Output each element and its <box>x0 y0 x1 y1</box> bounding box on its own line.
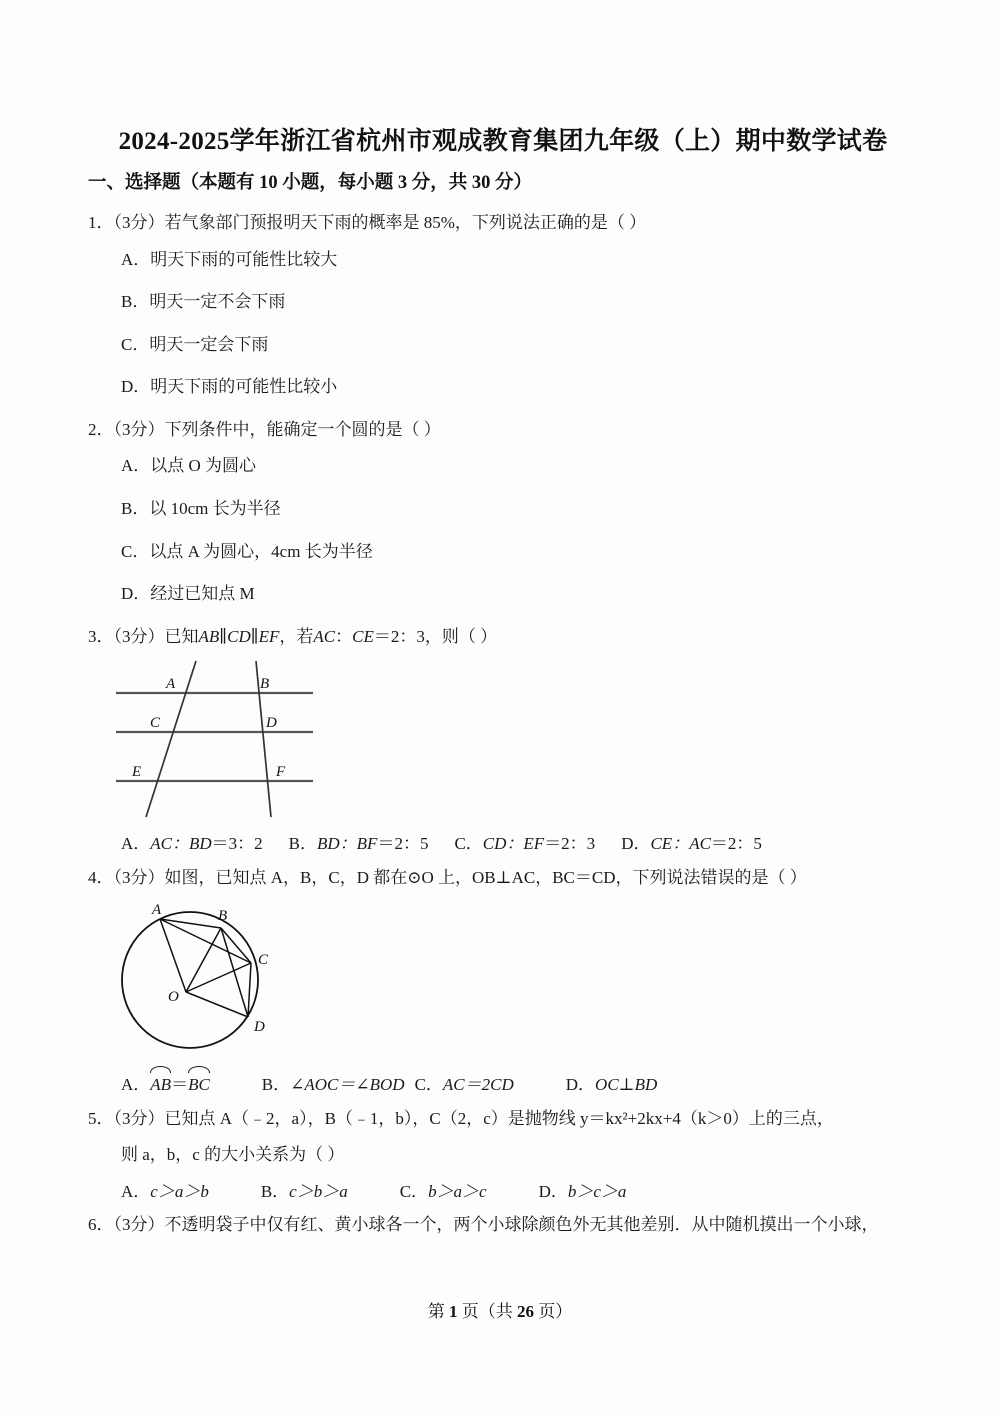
question-3-figure <box>88 659 918 824</box>
question-2-option-b[interactable]: B．以 10cm 长为半径 <box>121 499 281 519</box>
footer-page-number: 1 <box>449 1302 458 1321</box>
question-3 <box>88 623 918 858</box>
question-4 <box>88 864 918 1099</box>
question-5-option-c[interactable]: C．b＞a＞c <box>399 1181 487 1201</box>
question-3-math-cd: CD <box>227 626 251 646</box>
question-3-ratio-colon: ： <box>335 626 353 646</box>
page-title: 2024-2025学年浙江省杭州市观成教育集团九年级（上）期中数学试卷 <box>118 128 888 155</box>
question-4-figure <box>88 900 918 1065</box>
question-3-math-ac: AC <box>313 626 336 646</box>
page-footer <box>0 1297 1000 1322</box>
question-2-option-a[interactable]: A．以点 O 为圆心 <box>121 456 257 476</box>
question-5-option-b[interactable]: B．c＞b＞a <box>260 1181 348 1201</box>
question-5-option-a[interactable]: A．c＞a＞b <box>121 1181 209 1201</box>
question-3-parallel-1: ∥ <box>219 626 228 646</box>
question-1-option-d[interactable]: D．明天下雨的可能性比较小 <box>121 377 338 397</box>
question-3-option-c[interactable]: C．CD：EF＝2：3 <box>454 834 596 854</box>
label-a: A <box>166 676 176 693</box>
question-4-stem: 4．（3分）如图，已知点 A，B，C，D 都在⊙O 上，OB⊥AC，BC＝CD，下列说法错误的是（ ） <box>88 867 807 887</box>
question-3-parallel-2: ∥ <box>250 626 259 646</box>
arc-bc: BC <box>188 1071 210 1099</box>
footer-total-pages: 26 <box>517 1302 534 1321</box>
question-5-stem: 5．（3分）已知点 A（﹣2，a），B（﹣1，b），C（2，c）是抛物线 y＝kx²+2kx+4（k＞0）上的三点， <box>88 1108 834 1128</box>
question-5-option-d[interactable]: D．b＞c＞a <box>538 1181 627 1201</box>
question-3-math-ce: CE <box>352 626 374 646</box>
label-d: D <box>254 1019 265 1036</box>
arc-ab: AB <box>150 1071 171 1099</box>
three-parallel-lines-diagram <box>108 659 358 819</box>
question-5 <box>88 1105 918 1206</box>
label-b: B <box>260 676 270 693</box>
question-1 <box>88 209 918 401</box>
footer-prefix: 第 <box>427 1302 445 1321</box>
question-2-option-d[interactable]: D．经过已知点 M <box>121 584 255 604</box>
question-3-stem-pre: 3．（3分）已知 <box>88 626 199 646</box>
question-6-stem: 6．（3分）不透明袋子中仅有红、黄小球各一个，两个小球除颜色外无其他差别．从中随机摸出一个小球， <box>88 1215 879 1235</box>
question-3-math-ab: AB <box>198 626 220 646</box>
question-2-option-c[interactable]: C．以点 A 为圆心，4cm 长为半径 <box>121 541 373 561</box>
question-1-stem: 1．（3分）若气象部门预报明天下雨的概率是 85%，下列说法正确的是（ ） <box>88 213 647 233</box>
label-f: F <box>276 764 286 781</box>
footer-suffix: 页） <box>538 1302 573 1321</box>
question-4-option-c[interactable]: C．AC＝2CD <box>414 1075 514 1095</box>
question-4-option-b[interactable]: B．∠AOC＝∠BOD <box>261 1075 405 1095</box>
label-e: E <box>132 764 142 781</box>
question-3-stem-eq: ＝2：3，则（ ） <box>373 626 498 646</box>
label-c: C <box>258 952 269 969</box>
label-a: A <box>152 902 162 919</box>
question-3-stem <box>88 623 918 651</box>
question-4-option-d[interactable]: D．OC⊥BD <box>565 1075 658 1095</box>
question-3-math-ef: EF <box>258 626 280 646</box>
label-d: D <box>266 715 277 732</box>
circle-abcd-diagram <box>108 900 308 1060</box>
question-3-options <box>88 830 918 858</box>
label-o: O <box>168 989 179 1006</box>
question-4-options <box>88 1071 918 1099</box>
footer-mid: 页（共 <box>461 1302 513 1321</box>
page-content <box>88 126 918 1248</box>
circle-o <box>122 912 258 1048</box>
question-2 <box>88 416 918 608</box>
question-1-option-b[interactable]: B．明天一定不会下雨 <box>121 292 286 312</box>
question-4-option-a[interactable]: A．AB＝BC <box>121 1071 210 1099</box>
question-2-stem: 2．（3分）下列条件中，能确定一个圆的是（ ） <box>88 419 441 439</box>
section-heading: 一、选择题（本题有 10 小题，每小题 3 分，共 30 分） <box>88 173 533 194</box>
question-1-option-c[interactable]: C．明天一定会下雨 <box>121 334 269 354</box>
question-5-options <box>88 1178 918 1206</box>
question-3-option-d[interactable]: D．CE：AC＝2：5 <box>621 834 762 854</box>
question-3-stem-mid: ，若 <box>279 626 314 646</box>
question-3-option-b[interactable]: B．BD：BF＝2：5 <box>288 834 429 854</box>
question-3-option-a[interactable]: A．AC：BD＝3：2 <box>121 834 263 854</box>
label-c: C <box>150 715 161 732</box>
question-1-option-a[interactable]: A．明天下雨的可能性比较大 <box>121 249 338 269</box>
question-6 <box>88 1211 918 1239</box>
question-5-stem-line2: 则 a，b，c 的大小关系为（ ） <box>121 1145 345 1165</box>
label-b: B <box>218 908 228 925</box>
